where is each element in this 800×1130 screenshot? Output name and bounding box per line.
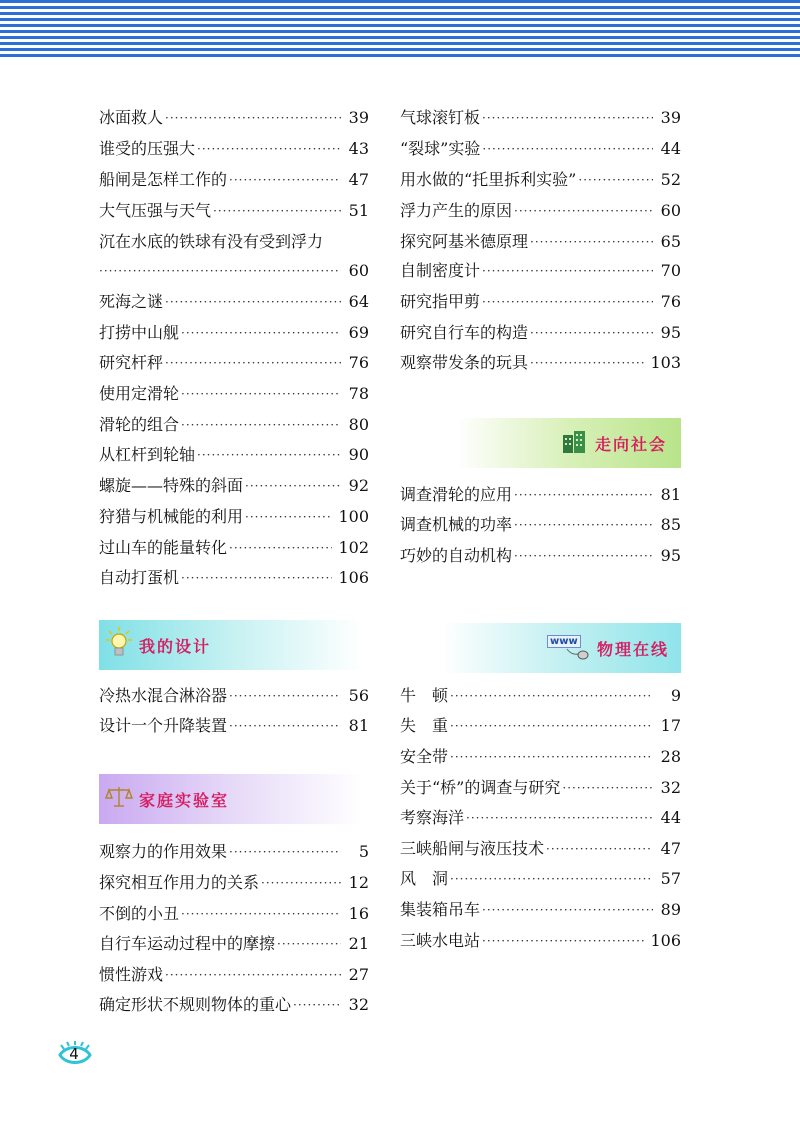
toc-entry[interactable]: 沉在水底的铁球有没有受到浮力 (99, 232, 324, 251)
section-banner-lab (99, 774, 363, 824)
page-number-text: 4 (69, 1045, 79, 1063)
toc-entry[interactable]: 使用定滑轮 ····· 78 (99, 382, 369, 406)
toc-entry[interactable]: 观察带发条的玩具 ····· 103 (400, 351, 681, 375)
toc-entry[interactable]: 研究杆秤 ····· 76 (99, 351, 369, 375)
toc-entry[interactable]: 考察海洋 ····· 44 (400, 806, 681, 830)
toc-entry[interactable]: 打捞中山舰 ····· 69 (99, 321, 369, 345)
toc-entry[interactable]: 冰面救人 ····· 39 (99, 106, 369, 130)
toc-entry[interactable]: 关于“桥”的调查与研究 ····· 32 (400, 776, 681, 800)
toc-entry[interactable]: 三峡船闸与液压技术 ····· 47 (400, 837, 681, 861)
header-stripes (0, 0, 800, 62)
toc-entry[interactable]: 调查滑轮的应用 ····· 81 (400, 483, 681, 507)
toc-entry-continued[interactable]: ····· 60 (99, 259, 369, 283)
toc-entry[interactable]: 螺旋——特殊的斜面 ····· 92 (99, 474, 369, 498)
section-title: 我的设计 (139, 636, 212, 656)
toc-entry[interactable]: 研究自行车的构造 ····· 95 (400, 321, 681, 345)
section-banner-society (400, 418, 681, 468)
toc-entry[interactable]: 研究指甲剪 ····· 76 (400, 290, 681, 314)
toc-entry[interactable]: 从杠杆到轮轴 ····· 90 (99, 443, 369, 467)
toc-entry[interactable]: 过山车的能量转化 ····· 102 (99, 536, 369, 560)
toc-entry[interactable]: 狩猎与机械能的利用 ····· 100 (99, 505, 369, 529)
toc-entry[interactable]: 自制密度计 ····· 70 (400, 259, 681, 283)
toc-entry[interactable]: 谁受的压强大 ····· 43 (99, 137, 369, 161)
toc-entry[interactable]: 船闸是怎样工作的 ····· 47 (99, 168, 369, 192)
toc-entry[interactable]: 探究相互作用力的关系 ····· 12 (99, 871, 369, 895)
toc-entry[interactable]: “裂球”实验 ····· 44 (400, 137, 681, 161)
toc-entry[interactable]: 不倒的小丑 ····· 16 (99, 902, 369, 926)
section-title: 家庭实验室 (139, 790, 230, 810)
toc-entry[interactable]: 滑轮的组合 ····· 80 (99, 413, 369, 437)
toc-entry[interactable]: 死海之谜 ····· 64 (99, 290, 369, 314)
building-icon (561, 429, 587, 457)
section-title: 走向社会 (594, 434, 667, 454)
balance-scale-icon (105, 784, 133, 814)
section-banner-design (99, 620, 363, 670)
toc-entry[interactable]: 设计一个升降装置 ····· 81 (99, 714, 369, 738)
toc-entry[interactable]: 气球滚钉板 ····· 39 (400, 106, 681, 130)
toc-entry[interactable]: 调查机械的功率 ····· 85 (400, 513, 681, 537)
toc-entry[interactable]: 观察力的作用效果 ····· 5 (99, 840, 369, 864)
globe-mouse-icon: www (547, 633, 591, 663)
toc-entry[interactable]: 风 洞 ····· 57 (400, 867, 681, 891)
toc-entry[interactable]: 失 重 ····· 17 (400, 714, 681, 738)
toc-entry[interactable]: 三峡水电站 ····· 106 (400, 929, 681, 953)
section-banner-online (400, 623, 681, 673)
page-number (58, 1040, 94, 1066)
toc-entry[interactable]: 浮力产生的原因 ····· 60 (400, 199, 681, 223)
lightbulb-icon (105, 626, 133, 664)
toc-entry[interactable]: 安全带 ····· 28 (400, 745, 681, 769)
toc-entry[interactable]: 用水做的“托里拆利实验” ····· 52 (400, 168, 681, 192)
section-title: 物理在线 (596, 639, 669, 659)
toc-entry[interactable]: 冷热水混合淋浴器 ····· 56 (99, 684, 369, 708)
toc-entry[interactable]: 自行车运动过程中的摩擦 ····· 21 (99, 932, 369, 956)
toc-entry[interactable]: 牛 顿 ····· 9 (400, 684, 681, 708)
toc-entry[interactable]: 集装箱吊车 ····· 89 (400, 898, 681, 922)
toc-entry[interactable]: 自动打蛋机 ····· 106 (99, 566, 369, 590)
toc-entry[interactable]: 确定形状不规则物体的重心 ····· 32 (99, 993, 369, 1017)
toc-entry[interactable]: 惯性游戏 ····· 27 (99, 963, 369, 987)
toc-entry[interactable]: 大气压强与天气 ····· 51 (99, 199, 369, 223)
toc-entry[interactable]: 巧妙的自动机构 ····· 95 (400, 544, 681, 568)
toc-entry[interactable]: 探究阿基米德原理 ····· 65 (400, 230, 681, 254)
